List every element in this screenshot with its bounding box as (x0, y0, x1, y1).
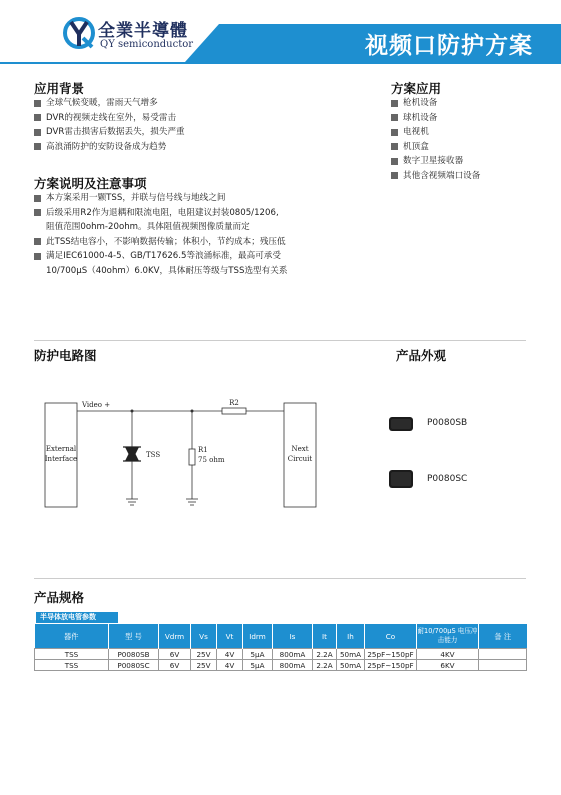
table-cell: 2.2A (313, 660, 337, 671)
section-divider (34, 340, 526, 341)
r1-label: R1 (198, 446, 208, 454)
spec-table-header (35, 624, 527, 649)
col-header: Idrm (243, 624, 273, 649)
table-cell: P0080SC (109, 660, 159, 671)
table-cell (479, 660, 527, 671)
application-background-heading: 应用背景 (34, 81, 85, 96)
table-cell: 50mA (337, 649, 365, 660)
table-cell: 25V (191, 660, 217, 671)
list-item: 后级采用R2作为退耦和限流电阻，电阻建议封装0805/1206, (34, 206, 287, 221)
application-background-list (34, 96, 185, 154)
external-interface-label-2: Interface (44, 455, 78, 463)
next-circuit-label-1: Next (291, 445, 309, 453)
col-header: It (313, 624, 337, 649)
tss-label: TSS (146, 451, 161, 459)
scheme-notes-heading: 方案说明及注意事项 (34, 176, 147, 191)
bullet-square-icon (34, 209, 41, 216)
header-underline (0, 62, 561, 64)
bullet-square-icon (34, 195, 41, 202)
specs-category-tag: 半导体放电管参数 (36, 612, 118, 623)
col-header: Vdrm (159, 624, 191, 649)
table-cell: 800mA (273, 660, 313, 671)
table-cell: 6V (159, 649, 191, 660)
protection-circuit-diagram (40, 395, 340, 520)
scheme-notes-list (34, 191, 287, 279)
list-item-continuation: 10/700μS（40ohm）6.0KV，具体耐压等级与TSS选型有关系 (46, 265, 288, 276)
r2-label: R2 (229, 399, 239, 407)
col-header: 备 注 (479, 624, 527, 649)
list-item: 球机设备 (391, 111, 480, 126)
bullet-square-icon (391, 114, 398, 121)
table-cell (479, 649, 527, 660)
circuit-heading: 防护电路图 (34, 348, 97, 363)
company-name-en: QY semiconductor (100, 39, 194, 50)
table-cell: 800mA (273, 649, 313, 660)
video-signal-label: Video + (82, 401, 111, 409)
package-sc-chip-icon (386, 467, 416, 493)
table-cell: 25pF~150pF (365, 660, 417, 671)
col-header: 型 号 (109, 624, 159, 649)
table-cell: TSS (35, 660, 109, 671)
package-sb-label: P0080SB (427, 418, 468, 428)
col-header: Co (365, 624, 417, 649)
table-cell: P0080SB (109, 649, 159, 660)
col-header: 耐10/700μS 电压冲击能力 (417, 624, 479, 649)
table-cell: 6V (159, 660, 191, 671)
bullet-square-icon (391, 143, 398, 150)
table-row (35, 660, 527, 671)
bullet-square-icon (34, 238, 41, 245)
package-sb-chip-icon (386, 413, 416, 435)
list-item: DVR的视频走线在室外，易受雷击 (34, 111, 185, 126)
r1-resistor (189, 449, 195, 465)
table-row (35, 649, 527, 660)
table-cell: 50mA (337, 660, 365, 671)
list-item: 电视机 (391, 125, 480, 140)
list-item: 此TSS结电容小，不影响数据传输；体积小，节约成本；残压低 (34, 235, 287, 250)
table-cell: 4V (217, 649, 243, 660)
table-cell: 5μA (243, 649, 273, 660)
scheme-application-heading: 方案应用 (391, 81, 442, 96)
scheme-application-list (391, 96, 480, 184)
bullet-square-icon (391, 129, 398, 136)
next-circuit-label-2: Circuit (287, 455, 313, 463)
list-item: 满足IEC61000-4-5、GB/T17626.5等浪涌标准，最高可承受 (34, 249, 287, 264)
spec-table (34, 624, 527, 671)
table-cell: 4KV (417, 649, 479, 660)
list-item: 高浪涌防护的安防设备成为趋势 (34, 140, 185, 155)
table-cell: 2.2A (313, 649, 337, 660)
section-divider (34, 578, 526, 579)
list-item-continuation: 阻值范围0ohm-20ohm。具体阻值视频图像质量而定 (46, 222, 250, 233)
bullet-square-icon (34, 114, 41, 121)
table-cell: 25pF~150pF (365, 649, 417, 660)
bullet-square-icon (391, 158, 398, 165)
col-header: Ih (337, 624, 365, 649)
company-logo-icon (62, 16, 96, 50)
col-header: Vs (191, 624, 217, 649)
table-cell: TSS (35, 649, 109, 660)
bullet-square-icon (34, 100, 41, 107)
specs-heading: 产品规格 (34, 590, 85, 605)
bullet-square-icon (391, 100, 398, 107)
col-header: Vt (217, 624, 243, 649)
r1-value-label: 75 ohm (198, 456, 225, 464)
bullet-square-icon (34, 129, 41, 136)
table-cell: 5μA (243, 660, 273, 671)
col-header: 器件 (35, 624, 109, 649)
list-item: 枪机设备 (391, 96, 480, 111)
r2-resistor (222, 408, 246, 414)
table-cell: 6KV (417, 660, 479, 671)
list-item: 机顶盒 (391, 140, 480, 155)
table-cell: 4V (217, 660, 243, 671)
col-header: Is (273, 624, 313, 649)
bullet-square-icon (391, 172, 398, 179)
appearance-heading: 产品外观 (396, 348, 447, 363)
company-name-cn: 全業半導體 (98, 21, 188, 41)
external-interface-label-1: External (45, 445, 77, 453)
list-item: 本方案采用一颗TSS，并联与信号线与地线之间 (34, 191, 287, 206)
list-item: 全球气候变暖，雷雨天气增多 (34, 96, 185, 111)
list-item: 其他含视频端口设备 (391, 169, 480, 184)
table-cell: 25V (191, 649, 217, 660)
package-sc-label: P0080SC (427, 474, 468, 484)
list-item: 数字卫星接收器 (391, 154, 480, 169)
page-title: 视频口防护方案 (365, 33, 533, 59)
bullet-square-icon (34, 253, 41, 260)
bullet-square-icon (34, 143, 41, 150)
list-item: DVR雷击损害后数据丢失，损失严重 (34, 125, 185, 140)
